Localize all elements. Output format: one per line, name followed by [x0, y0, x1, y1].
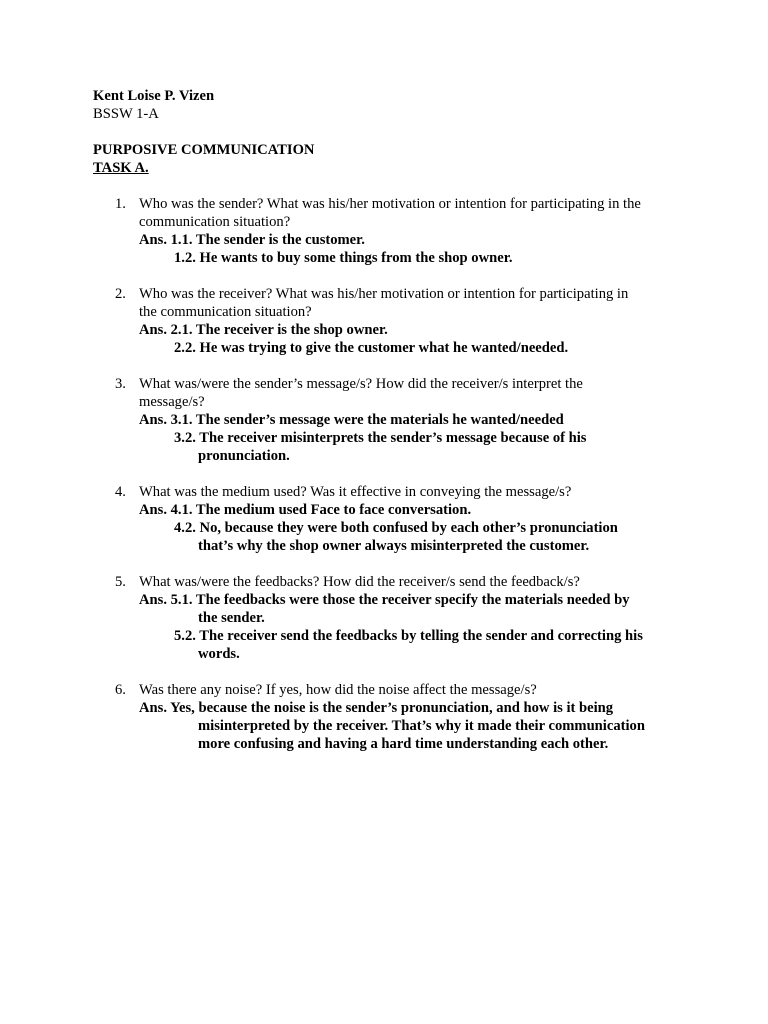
answer-text: 5.2. The receiver send the feedbacks by telling the sender and correcting his [174, 628, 643, 644]
answer-text: Ans. 3.1. The sender’s message were the materials he wanted/needed [139, 412, 564, 428]
question-item [93, 573, 683, 663]
document-page [93, 87, 683, 753]
question-text: Who was the receiver? What was his/her motivation or intention for participating in [139, 286, 629, 302]
question-text: communication situation? [139, 214, 291, 230]
spacer [93, 663, 683, 681]
answer-text: that’s why the shop owner always misinterpreted the customer. [198, 538, 590, 554]
question-text: message/s? [139, 394, 205, 410]
question-number: 2. [115, 286, 126, 302]
answer-text: Ans. 2.1. The receiver is the shop owner. [139, 322, 388, 338]
question-number: 3. [115, 376, 126, 392]
answer-text: 4.2. No, because they were both confused by each other’s pronunciation [174, 520, 618, 536]
question-item [93, 483, 683, 555]
question-text: the communication situation? [139, 304, 312, 320]
course-title: PURPOSIVE COMMUNICATION [93, 142, 315, 158]
answer-text: 1.2. He wants to buy some things from the shop owner. [174, 250, 513, 266]
question-text: What was/were the sender’s message/s? How did the receiver/s interpret the [139, 376, 583, 392]
answer-text: Ans. 1.1. The sender is the customer. [139, 232, 365, 248]
answer-text: Ans. 5.1. The feedbacks were those the receiver specify the materials needed by [139, 592, 630, 608]
answer-text: misinterpreted by the receiver. That’s why it made their communication [198, 718, 645, 734]
answer-text: Ans. Yes, because the noise is the sender’s pronunciation, and how is it being [139, 700, 614, 716]
question-number: 6. [115, 682, 126, 698]
question-item [93, 375, 683, 465]
spacer [93, 357, 683, 375]
question-number: 4. [115, 484, 126, 500]
question-item [93, 195, 683, 267]
spacer [93, 555, 683, 573]
question-item [93, 285, 683, 357]
question-number: 1. [115, 196, 126, 212]
question-item [93, 681, 683, 753]
spacer [93, 177, 683, 195]
answer-text: Ans. 4.1. The medium used Face to face conversation. [139, 502, 472, 518]
question-number: 5. [115, 574, 126, 590]
spacer [93, 267, 683, 285]
answer-text: pronunciation. [198, 448, 290, 464]
question-text: What was the medium used? Was it effective in conveying the message/s? [139, 484, 572, 500]
answer-text: 2.2. He was trying to give the customer what he wanted/needed. [174, 340, 569, 356]
student-section: BSSW 1-A [93, 106, 159, 122]
question-text: What was/were the feedbacks? How did the receiver/s send the feedback/s? [139, 574, 580, 590]
answer-text: words. [198, 646, 240, 662]
question-text: Who was the sender? What was his/her motivation or intention for participating in the [139, 196, 641, 212]
question-text: Was there any noise? If yes, how did the noise affect the message/s? [139, 682, 537, 698]
student-name: Kent Loise P. Vizen [93, 88, 215, 104]
answer-text: 3.2. The receiver misinterprets the sender’s message because of his [174, 430, 587, 446]
answer-text: more confusing and having a hard time understanding each other. [198, 736, 609, 752]
spacer [93, 465, 683, 483]
task-heading: TASK A. [93, 160, 149, 176]
answer-text: the sender. [198, 610, 265, 626]
spacer [93, 123, 683, 141]
